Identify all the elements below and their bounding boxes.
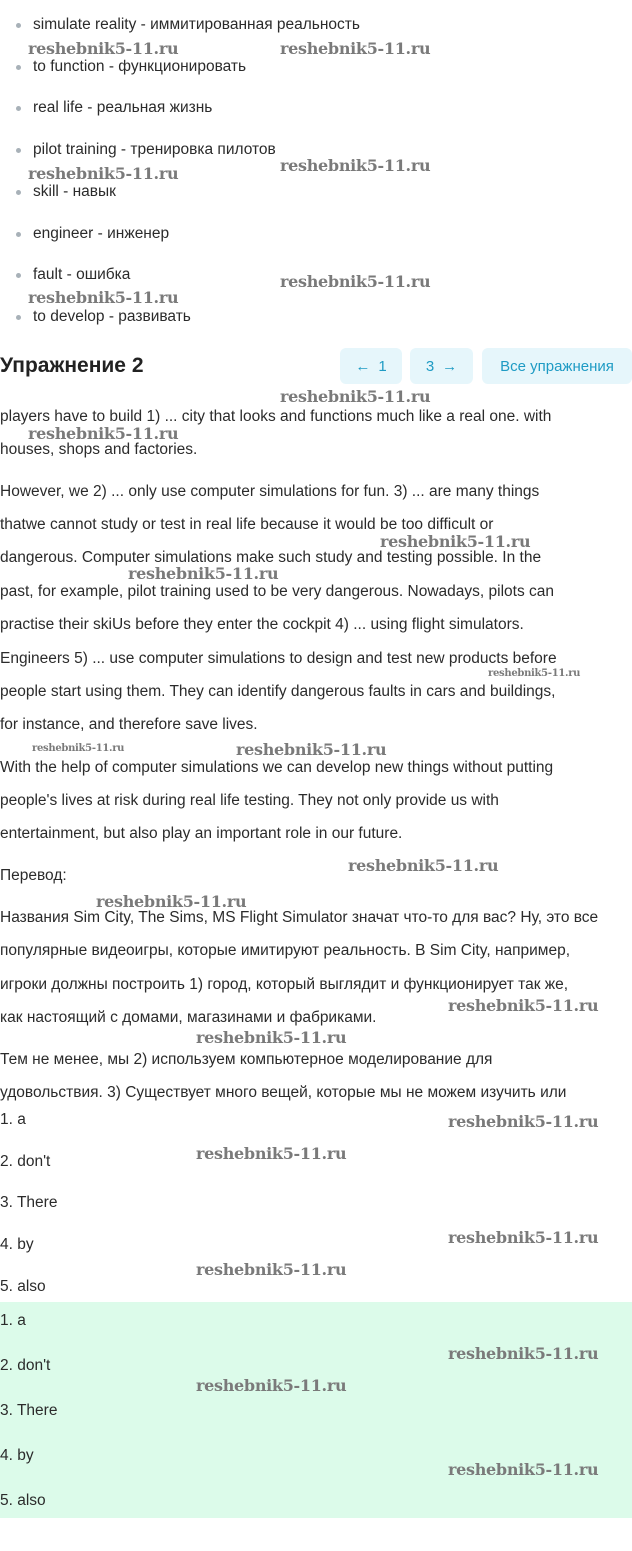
arrow-left-icon: ← <box>355 357 371 375</box>
bullet-dot <box>16 315 21 320</box>
watermark: reshebnik5-11.ru <box>28 424 179 443</box>
watermark: reshebnik5-11.ru <box>448 1228 599 1247</box>
watermark: reshebnik5-11.ru <box>448 1344 599 1363</box>
watermark: reshebnik5-11.ru <box>448 1460 599 1479</box>
text-line: houses, shops and factories. <box>0 441 198 458</box>
text-line: thatwe cannot study or test in real life because it would be too difficult or <box>0 516 494 533</box>
list-item-text: real life - реальная жизнь <box>33 99 213 116</box>
list-item-text: to develop - развивать <box>33 308 191 325</box>
watermark: reshebnik5-11.ru <box>280 272 431 291</box>
text-line: удовольствия. 3) Существует много вещей, которые мы не можем изучить или <box>0 1084 567 1101</box>
text-line: как настоящий с домами, магазинами и фабриками. <box>0 1009 377 1026</box>
watermark: reshebnik5-11.ru <box>280 156 431 175</box>
answer-item: 2. don't <box>0 1357 51 1374</box>
bullet-dot <box>16 273 21 278</box>
bullet-dot <box>16 148 21 153</box>
text-line: people start using them. They can identify dangerous faults in cars and buildings, <box>0 683 556 700</box>
translation-heading: Перевод: <box>0 867 67 884</box>
watermark: reshebnik5-11.ru <box>32 743 125 754</box>
text-line: past, for example, pilot training used to be very dangerous. Nowadays, pilots can <box>0 583 555 600</box>
bullet-dot <box>16 190 21 195</box>
answer-item: 5. also <box>0 1492 46 1509</box>
list-item-text: engineer - инженер <box>33 225 170 242</box>
list-item-text: skill - навык <box>33 183 116 200</box>
list-item-text: to function - функционировать <box>33 58 247 75</box>
bullet-dot <box>16 232 21 237</box>
all-exercises-label: Все упражнения <box>500 357 614 375</box>
answer-item: 5. also <box>0 1278 46 1295</box>
all-exercises-button[interactable] <box>482 348 632 384</box>
text-line: players have to build 1) ... city that looks and functions much like a real one. with <box>0 408 552 425</box>
text-line: Тем не менее, мы 2) используем компьютерное моделирование для <box>0 1051 493 1068</box>
watermark: reshebnik5-11.ru <box>96 892 247 911</box>
watermark: reshebnik5-11.ru <box>488 668 581 679</box>
list-item-text: pilot training - тренировка пилотов <box>33 141 276 158</box>
watermark: reshebnik5-11.ru <box>280 387 431 406</box>
prev-exercise-button[interactable] <box>340 348 402 384</box>
watermark: reshebnik5-11.ru <box>196 1144 347 1163</box>
text-line: dangerous. Computer simulations make such study and testing possible. In the <box>0 549 542 566</box>
watermark: reshebnik5-11.ru <box>28 164 179 183</box>
text-line: However, we 2) ... only use computer simulations for fun. 3) ... are many things <box>0 483 540 500</box>
list-item-text: simulate reality - иммитированная реальность <box>33 16 360 33</box>
answer-item: 3. There <box>0 1402 58 1419</box>
watermark: reshebnik5-11.ru <box>380 532 531 551</box>
bullet-dot <box>16 65 21 70</box>
watermark: reshebnik5-11.ru <box>128 564 279 583</box>
watermark: reshebnik5-11.ru <box>196 1028 347 1047</box>
arrow-right-icon: → <box>442 357 458 375</box>
answer-item: 4. by <box>0 1447 34 1464</box>
answer-item: 1. a <box>0 1312 26 1329</box>
watermark: reshebnik5-11.ru <box>196 1376 347 1395</box>
watermark: reshebnik5-11.ru <box>236 740 387 759</box>
bullet-dot <box>16 23 21 28</box>
text-line: entertainment, but also play an important role in our future. <box>0 825 403 842</box>
watermark: reshebnik5-11.ru <box>28 288 179 307</box>
exercise-title: Упражнение 2 <box>0 354 144 377</box>
text-line: With the help of computer simulations we can develop new things without putting <box>0 759 554 776</box>
text-line: игроки должны построить 1) город, который выглядит и функционирует так же, <box>0 976 569 993</box>
watermark: reshebnik5-11.ru <box>348 856 499 875</box>
answer-item: 3. There <box>0 1194 58 1211</box>
watermark: reshebnik5-11.ru <box>448 996 599 1015</box>
text-line: people's lives at risk during real life testing. They not only provide us with <box>0 792 499 809</box>
next-exercise-button[interactable] <box>410 348 473 384</box>
answer-box <box>0 1302 632 1518</box>
prev-exercise-label: 1 <box>378 357 387 375</box>
answer-item: 4. by <box>0 1236 34 1253</box>
list-item-text: fault - ошибка <box>33 266 131 283</box>
text-line: Названия Sim City, The Sims, MS Flight Simulator значат что-то для вас? Ну, это все <box>0 909 599 926</box>
text-line: for instance, and therefore save lives. <box>0 716 258 733</box>
text-line: Engineers 5) ... use computer simulations to design and test new products before <box>0 650 557 667</box>
next-exercise-label: 3 <box>425 357 435 375</box>
text-line: популярные видеоигры, которые имитируют реальность. В Sim City, например, <box>0 942 571 959</box>
watermark: reshebnik5-11.ru <box>280 39 431 58</box>
answer-item: 1. a <box>0 1111 26 1128</box>
answer-item: 2. don't <box>0 1153 51 1170</box>
bullet-dot <box>16 106 21 111</box>
watermark: reshebnik5-11.ru <box>28 39 179 58</box>
text-line: practise their skiUs before they enter the cockpit 4) ... using flight simulators. <box>0 616 524 633</box>
watermark: reshebnik5-11.ru <box>448 1112 599 1131</box>
watermark: reshebnik5-11.ru <box>196 1260 347 1279</box>
